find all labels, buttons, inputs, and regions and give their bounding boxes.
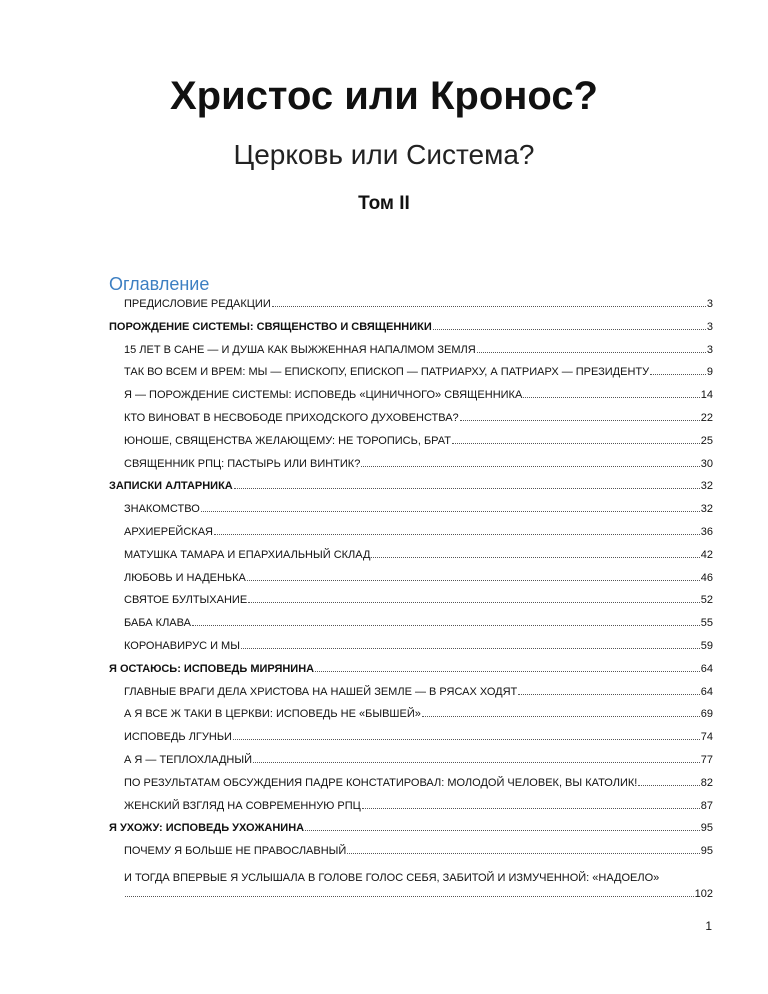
toc-leader-dots [214,526,700,535]
toc-entry-page: 14 [700,389,713,402]
toc-leader-dots [315,663,700,672]
toc-section-entry[interactable] [109,822,713,845]
toc-leader-dots [234,480,700,489]
toc-entry-title: А Я ВСЕ Ж ТАКИ В ЦЕРКВИ: ИСПОВЕДЬ НЕ «БЫВШЕЙ» [124,708,421,721]
toc-entry[interactable] [109,686,713,709]
toc-leader-dots [638,777,699,786]
toc-heading: Оглавление [109,274,210,294]
toc-entry-page: 42 [700,548,713,561]
book-subtitle: Церковь или Система? [233,139,535,170]
toc-entry-page: 102 [694,887,713,900]
toc-entry-page: 36 [700,525,713,538]
toc-leader-dots [650,366,706,375]
toc-entry[interactable] [109,731,713,754]
toc-entry-title: СВЯЩЕННИК РПЦ: ПАСТЫРЬ ИЛИ ВИНТИК? [124,457,361,470]
toc-entry[interactable] [109,298,713,321]
toc-entry-title: Я ОСТАЮСЬ: ИСПОВЕДЬ МИРЯНИНА [109,662,315,675]
toc-leader-dots [422,708,700,717]
toc-entry-page: 3 [706,343,713,356]
toc-entry[interactable] [109,503,713,526]
toc-entry-title: ГЛАВНЫЕ ВРАГИ ДЕЛА ХРИСТОВА НА НАШЕЙ ЗЕМЛЕ — В РЯСАХ ХОДЯТ [124,685,518,698]
toc-entry[interactable] [109,845,713,868]
toc-entry-page: 32 [700,503,713,516]
volume-label: Том II [358,193,410,214]
toc-leader-dots [248,594,700,603]
toc-entry-page: 87 [700,799,713,812]
toc-entry-title: А Я — ТЕПЛОХЛАДНЫЙ [124,753,252,766]
toc-entry-title: И ТОГДА ВПЕРВЫЕ Я УСЛЫШАЛА В ГОЛОВЕ ГОЛОС СЕБЯ, ЗАБИТОЙ И ИЗМУЧЕННОЙ: «НАДОЕЛО» [124,871,660,884]
toc-leader-dots [452,435,700,444]
toc-section-entry[interactable] [109,663,713,686]
toc-entry-title: СВЯТОЕ БУЛТЫХАНИЕ [124,594,248,607]
table-of-contents [109,298,713,908]
toc-entry-title: 15 ЛЕТ В САНЕ — И ДУША КАК ВЫЖЖЕННАЯ НАПАЛМОМ ЗЕМЛЯ [124,343,476,356]
toc-leader-dots [253,754,700,763]
toc-entry[interactable] [109,868,713,908]
toc-entry[interactable] [109,572,713,595]
toc-entry-title: ПОРОЖДЕНИЕ СИСТЕМЫ: СВЯЩЕНСТВО И СВЯЩЕННИКИ [109,320,432,333]
toc-entry-title: Я УХОЖУ: ИСПОВЕДЬ УХОЖАНИНА [109,822,305,835]
toc-entry[interactable] [109,389,713,412]
toc-entry[interactable] [109,594,713,617]
toc-leader-dots [361,458,699,467]
toc-leader-dots [433,321,706,330]
toc-entry[interactable] [109,777,713,800]
toc-entry-page: 74 [700,731,713,744]
toc-entry-title: ЖЕНСКИЙ ВЗГЛЯД НА СОВРЕМЕННУЮ РПЦ [124,799,361,812]
toc-entry-page: 95 [700,822,713,835]
toc-entry[interactable] [109,549,713,572]
toc-entry[interactable] [109,640,713,663]
toc-entry[interactable] [109,526,713,549]
toc-entry-title: ИСПОВЕДЬ ЛГУНЬИ [124,731,232,744]
toc-entry-page: 82 [700,776,713,789]
toc-entry-page: 55 [700,617,713,630]
toc-leader-dots [477,344,706,353]
toc-leader-dots [460,412,700,421]
page-number: 1 [705,919,712,933]
toc-entry[interactable] [109,435,713,458]
toc-leader-dots [272,298,706,307]
toc-entry-title: ЛЮБОВЬ И НАДЕНЬКА [124,571,246,584]
toc-entry[interactable] [109,344,713,367]
toc-entry-title: ЗНАКОМСТВО [124,503,200,516]
toc-leader-dots [247,572,700,581]
toc-entry-page: 32 [700,480,713,493]
toc-entry-title: КОРОНАВИРУС И МЫ [124,639,240,652]
toc-entry-page: 22 [700,411,713,424]
toc-entry[interactable] [109,617,713,640]
toc-entry-title: ЮНОШЕ, СВЯЩЕНСТВА ЖЕЛАЮЩЕМУ: НЕ ТОРОПИСЬ, БРАТ [124,434,451,447]
toc-entry-title: Я — ПОРОЖДЕНИЕ СИСТЕМЫ: ИСПОВЕДЬ «ЦИНИЧНОГО» СВЯЩЕННИКА [124,389,523,402]
toc-leader-dots [125,888,694,897]
toc-leader-dots [347,845,699,854]
toc-entry-page: 95 [700,845,713,858]
toc-entry-title: ПРЕДИСЛОВИЕ РЕДАКЦИИ [124,298,271,310]
toc-entry-page: 3 [706,298,713,310]
toc-leader-dots [518,686,699,695]
toc-entry-page: 59 [700,639,713,652]
toc-leader-dots [371,549,699,558]
toc-entry-page: 77 [700,753,713,766]
toc-entry-page: 3 [706,320,713,333]
toc-entry-title: КТО ВИНОВАТ В НЕСВОБОДЕ ПРИХОДСКОГО ДУХОВЕНСТВА? [124,411,459,424]
toc-entry-page: 64 [700,685,713,698]
toc-entry-title: ПО РЕЗУЛЬТАТАМ ОБСУЖДЕНИЯ ПАДРЕ КОНСТАТИРОВАЛ: МОЛОДОЙ ЧЕЛОВЕК, ВЫ КАТОЛИК! [124,776,638,789]
toc-entry-page: 25 [700,434,713,447]
toc-entry[interactable] [109,366,713,389]
toc-entry[interactable] [109,800,713,823]
toc-leader-dots [241,640,700,649]
toc-entry[interactable] [109,708,713,731]
toc-entry-page: 52 [700,594,713,607]
toc-entry-title: ПОЧЕМУ Я БОЛЬШЕ НЕ ПРАВОСЛАВНЫЙ [124,845,347,858]
toc-entry-page: 46 [700,571,713,584]
toc-entry[interactable] [109,458,713,481]
toc-leader-dots [233,731,700,740]
toc-leader-dots [523,389,699,398]
toc-section-entry[interactable] [109,321,713,344]
toc-entry[interactable] [109,412,713,435]
toc-leader-dots [362,800,700,809]
toc-entry-title: БАБА КЛАВА [124,617,191,630]
toc-leader-dots [192,617,700,626]
toc-entry-page: 64 [700,662,713,675]
toc-entry-page: 69 [700,708,713,721]
toc-leader-dots [305,822,700,831]
toc-entry[interactable] [109,754,713,777]
toc-entry-page: 9 [706,366,713,379]
toc-entry-page: 30 [700,457,713,470]
toc-leader-dots [201,503,700,512]
toc-section-entry[interactable] [109,480,713,503]
toc-entry-title: ЗАПИСКИ АЛТАРНИКА [109,480,233,493]
toc-entry-title: МАТУШКА ТАМАРА И ЕПАРХИАЛЬНЫЙ СКЛАД [124,548,371,561]
book-title: Христос или Кронос? [169,74,598,118]
toc-entry-title: ТАК ВО ВСЕМ И ВРЕМ: МЫ — ЕПИСКОПУ, ЕПИСКОП — ПАТРИАРХУ, А ПАТРИАРХ — ПРЕЗИДЕНТУ [124,366,650,379]
toc-entry-title: АРХИЕРЕЙСКАЯ [124,525,213,538]
